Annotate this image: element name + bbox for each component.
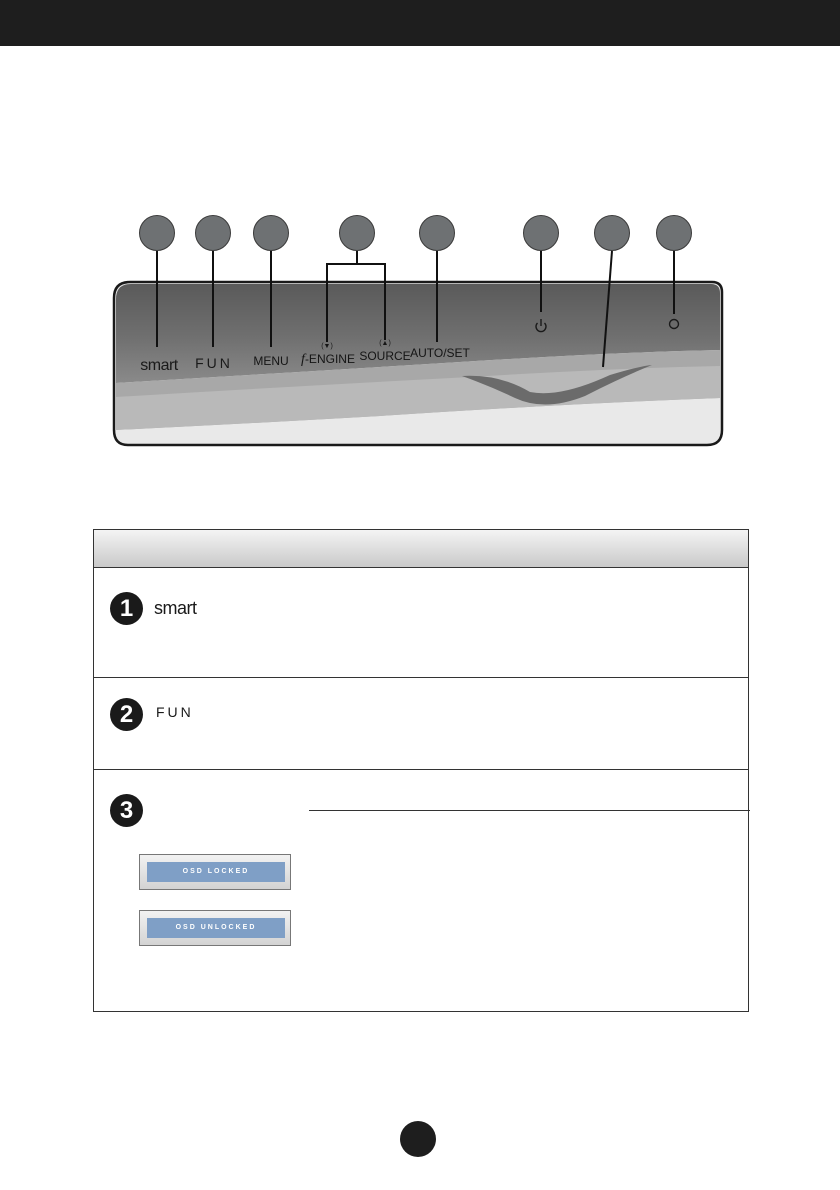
row-smart-logo: smart: [154, 598, 197, 618]
panel-menu-label: MENU: [253, 354, 289, 368]
table-header: [94, 530, 748, 568]
page-number-badge: [400, 1121, 436, 1157]
panel-fengine-sub: (▼): [321, 343, 333, 350]
row-divider: [94, 769, 748, 770]
fengine-text: -ENGINE: [304, 352, 355, 366]
row-divider: [94, 677, 748, 678]
top-header-bar: [0, 0, 840, 46]
controls-table: [93, 529, 749, 1012]
panel-fengine-label: [301, 352, 355, 368]
row-number-badge: 3: [110, 794, 143, 827]
panel-smart-logo: smart: [140, 357, 178, 374]
row-number-badge: 2: [110, 698, 143, 731]
monitor-front-panel: [0, 200, 840, 460]
osd-unlocked-box: [139, 910, 291, 946]
fengine-f-glyph: f: [301, 352, 305, 367]
panel-fun-logo: FUN: [195, 355, 233, 371]
section-underline: [309, 810, 750, 811]
row-number-badge: 1: [110, 592, 143, 625]
osd-locked-box: [139, 854, 291, 890]
panel-autoset-label: AUTO/SET: [410, 346, 470, 360]
osd-locked-text: OSD LOCKED: [147, 862, 285, 882]
panel-source-label: SOURCE: [359, 349, 411, 363]
panel-source-sub: (▲): [379, 340, 391, 347]
osd-unlocked-text: OSD UNLOCKED: [147, 918, 285, 938]
row-fun-logo: FUN: [156, 704, 194, 720]
